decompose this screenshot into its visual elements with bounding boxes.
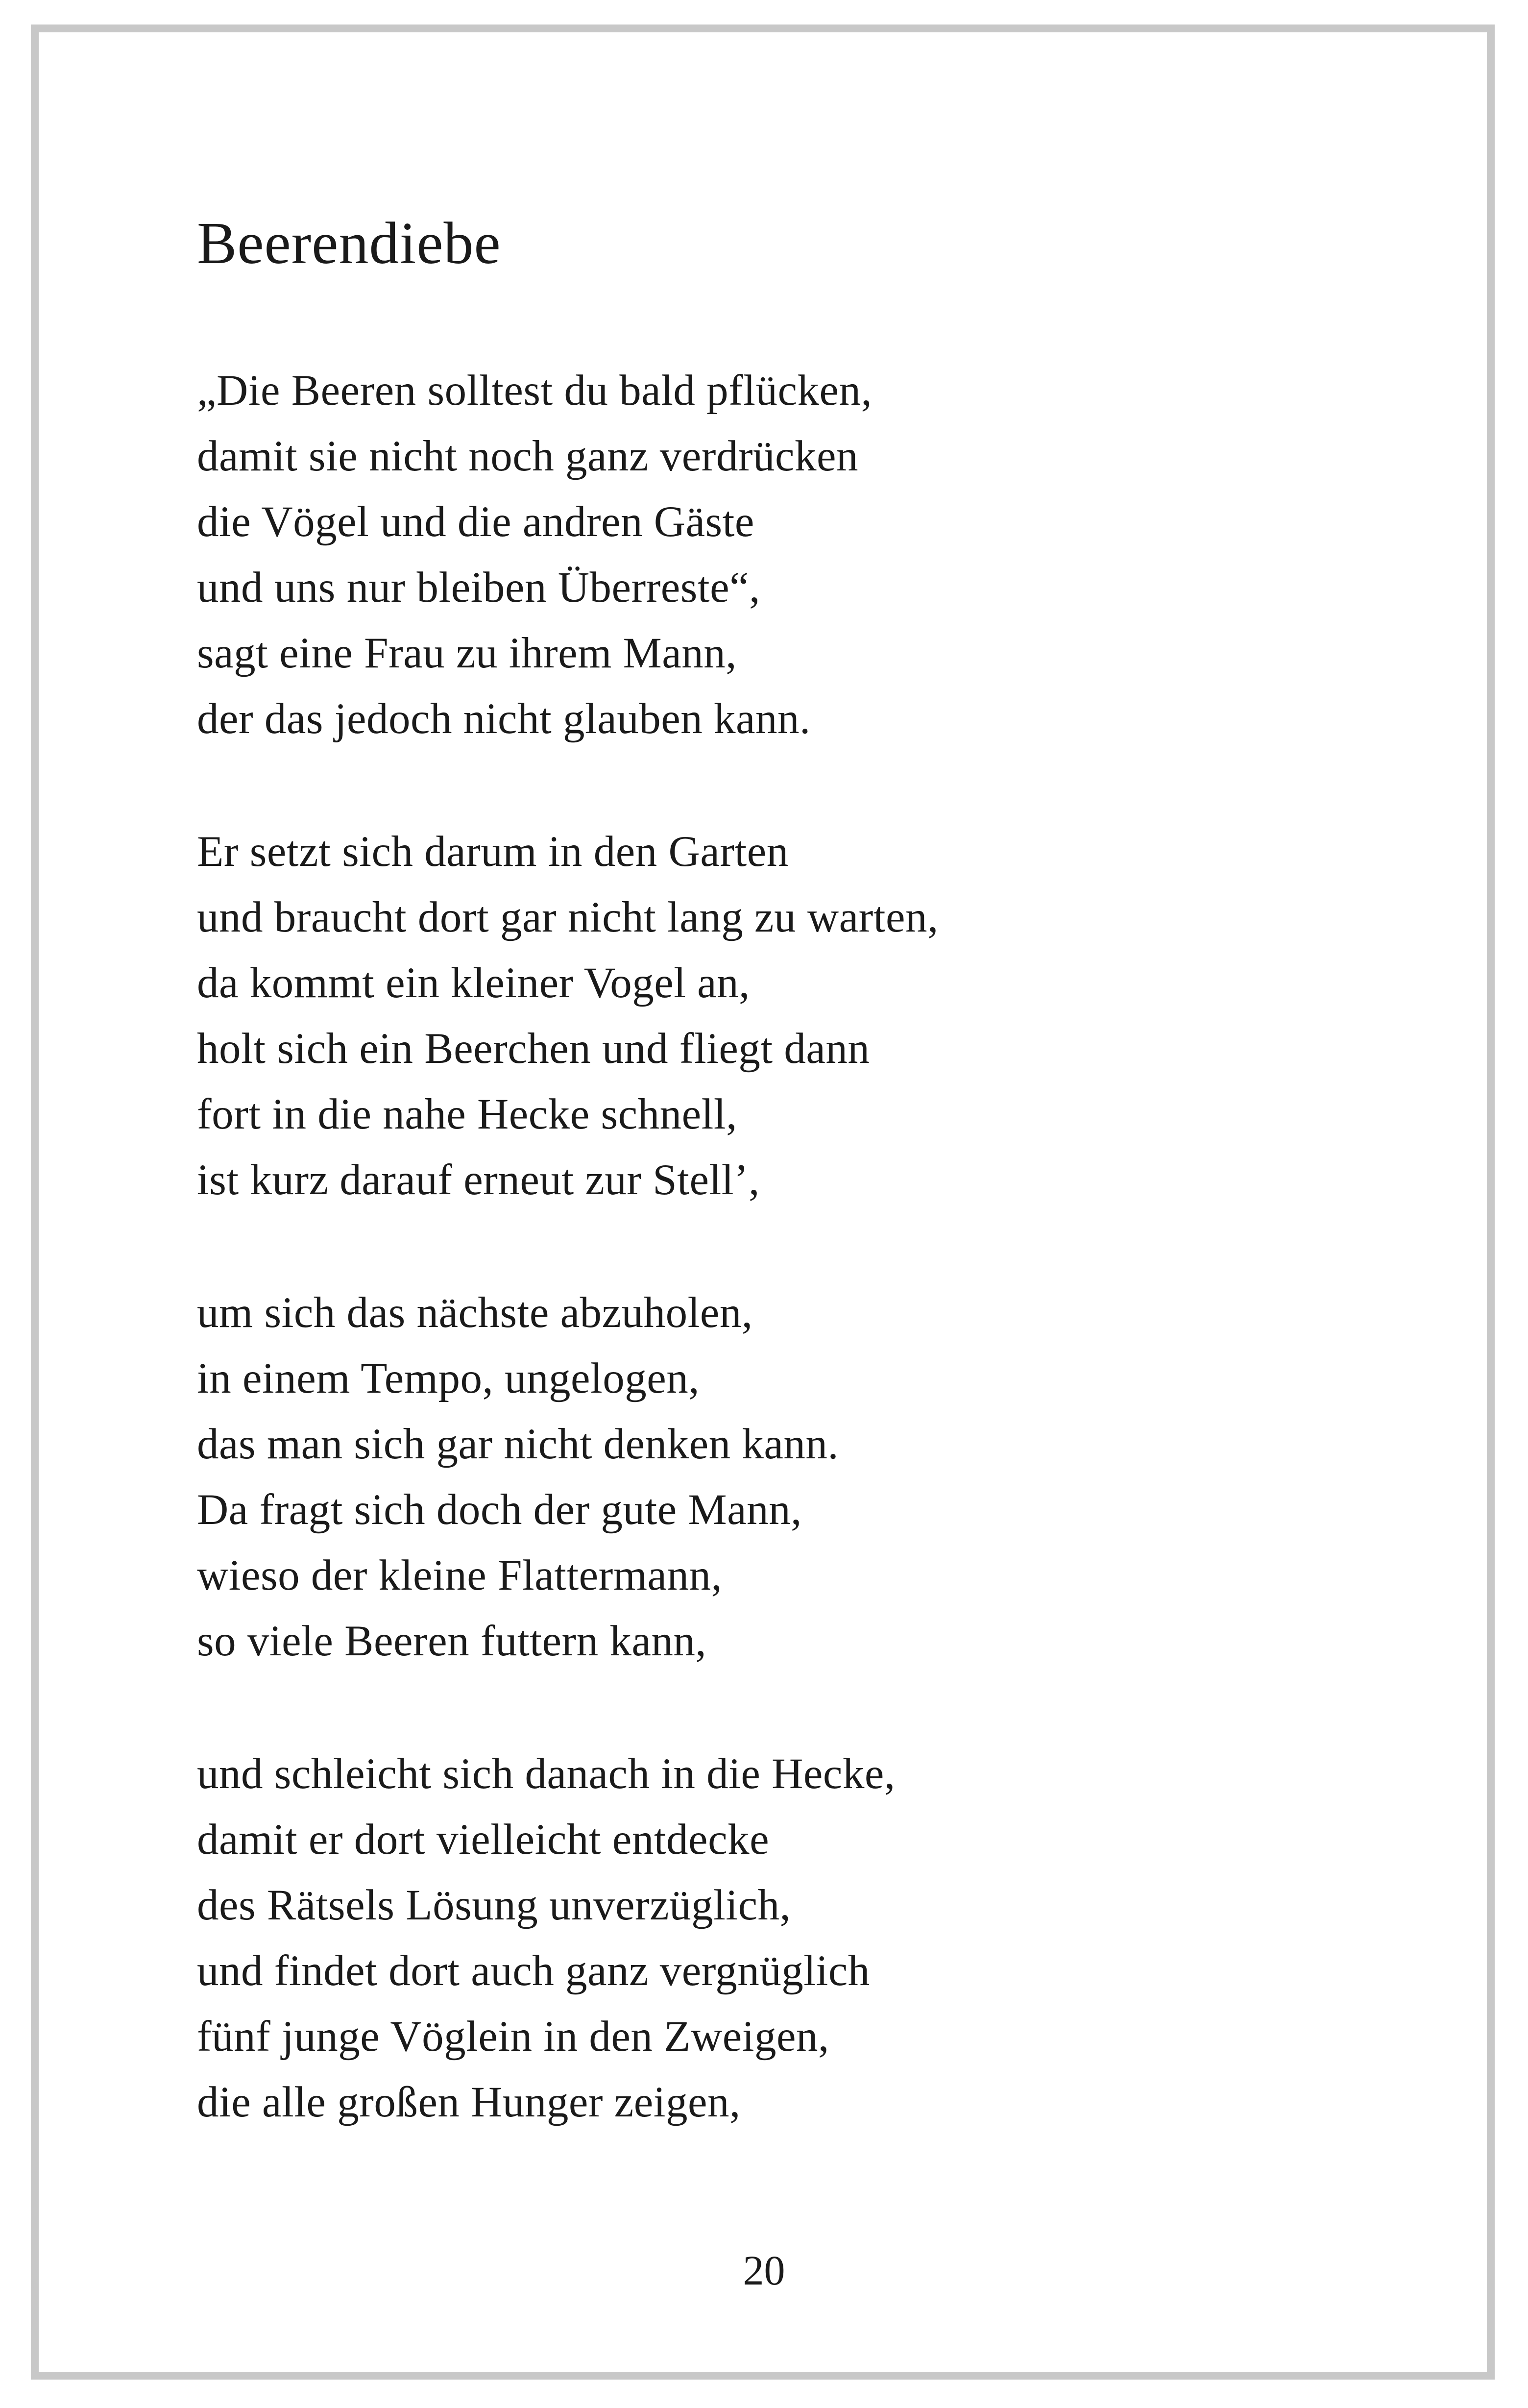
poem-line: „Die Beeren solltest du bald pflücken, <box>197 367 873 415</box>
poem-line: und schleicht sich danach in die Hecke, <box>197 1750 896 1798</box>
poem-line: ist kurz darauf erneut zur Stell’, <box>197 1156 760 1204</box>
poem-line: und uns nur bleiben Überreste“, <box>197 564 760 612</box>
page-number: 20 <box>743 2247 785 2294</box>
poem-line: Er setzt sich darum in den Garten <box>197 828 789 876</box>
stanza-4 <box>197 1741 1422 2135</box>
poem-line: der das jedoch nicht glauben kann. <box>197 695 811 743</box>
poem-line: holt sich ein Beerchen und fliegt dann <box>197 1025 870 1073</box>
poem-line: Da fragt sich doch der gute Mann, <box>197 1486 802 1534</box>
poem-line: damit er dort vielleicht entdecke <box>197 1816 770 1864</box>
poem-line: und findet dort auch ganz vergnüglich <box>197 1947 870 1995</box>
poem-line: damit sie nicht noch ganz verdrücken <box>197 432 859 480</box>
poem-line: das man sich gar nicht denken kann. <box>197 1420 839 1468</box>
poem-body <box>197 358 1422 2202</box>
poem-line: und braucht dort gar nicht lang zu warten, <box>197 893 939 941</box>
poem-line: die alle großen Hunger zeigen, <box>197 2078 741 2126</box>
poem-line: fünf junge Vöglein in den Zweigen, <box>197 2013 829 2061</box>
poem-line: so viele Beeren futtern kann, <box>197 1617 707 1665</box>
stanza-3 <box>197 1280 1422 1674</box>
stanza-2 <box>197 819 1422 1213</box>
poem-line: da kommt ein kleiner Vogel an, <box>197 959 750 1007</box>
poem-line: sagt eine Frau zu ihrem Mann, <box>197 629 737 677</box>
poem-line: die Vögel und die andren Gäste <box>197 498 754 546</box>
stanza-1 <box>197 358 1422 752</box>
poem-line: um sich das nächste abzuholen, <box>197 1289 753 1337</box>
poem-line: des Rätsels Lösung unverzüglich, <box>197 1881 791 1929</box>
poem-line: fort in die nahe Hecke schnell, <box>197 1090 737 1138</box>
poem-line: in einem Tempo, ungelogen, <box>197 1354 700 1402</box>
poem-line: wieso der kleine Flattermann, <box>197 1551 723 1599</box>
poem-title: Beerendiebe <box>197 210 501 276</box>
